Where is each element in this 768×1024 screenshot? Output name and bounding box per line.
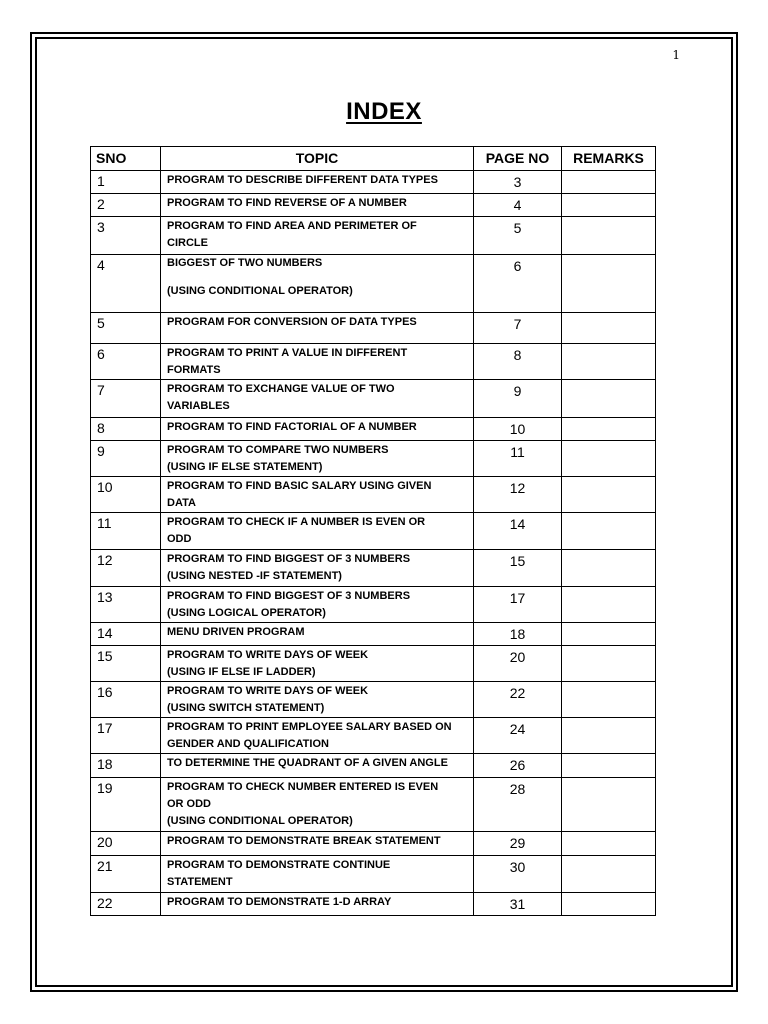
- cell-remarks: [562, 313, 656, 344]
- cell-page-no: 12: [474, 477, 562, 513]
- table-row: [91, 550, 656, 587]
- table-row: [91, 255, 656, 313]
- table-row: [91, 754, 656, 778]
- page-number: 1: [672, 48, 680, 62]
- table-row: [91, 513, 656, 550]
- index-table: [90, 146, 656, 916]
- cell-page-no: 5: [474, 217, 562, 255]
- cell-page-no: 20: [474, 646, 562, 682]
- table-row: [91, 418, 656, 441]
- cell-sno: 18: [91, 754, 161, 778]
- cell-topic: PROGRAM TO PRINT A VALUE IN DIFFERENT FORMATS: [161, 344, 474, 380]
- cell-page-no: 15: [474, 550, 562, 587]
- cell-remarks: [562, 646, 656, 682]
- cell-topic: PROGRAM TO DEMONSTRATE BREAK STATEMENT: [161, 832, 474, 856]
- cell-page-no: 14: [474, 513, 562, 550]
- cell-sno: 20: [91, 832, 161, 856]
- cell-topic: PROGRAM TO COMPARE TWO NUMBERS (USING IF ELSE STATEMENT): [161, 441, 474, 477]
- cell-sno: 21: [91, 856, 161, 893]
- table-header-row: [91, 147, 656, 171]
- cell-sno: 4: [91, 255, 161, 313]
- cell-page-no: 8: [474, 344, 562, 380]
- cell-sno: 3: [91, 217, 161, 255]
- table-row: [91, 441, 656, 477]
- table-row: [91, 587, 656, 623]
- cell-page-no: 31: [474, 893, 562, 916]
- cell-topic: TO DETERMINE THE QUADRANT OF A GIVEN ANGLE: [161, 754, 474, 778]
- table-row: [91, 313, 656, 344]
- cell-remarks: [562, 171, 656, 194]
- cell-page-no: 29: [474, 832, 562, 856]
- header-sno: SNO: [91, 147, 161, 171]
- cell-remarks: [562, 718, 656, 754]
- cell-remarks: [562, 832, 656, 856]
- cell-remarks: [562, 255, 656, 313]
- header-page-no: PAGE NO: [474, 147, 562, 171]
- cell-topic: PROGRAM FOR CONVERSION OF DATA TYPES: [161, 313, 474, 344]
- cell-remarks: [562, 380, 656, 418]
- cell-page-no: 18: [474, 623, 562, 646]
- cell-sno: 16: [91, 682, 161, 718]
- table-row: [91, 718, 656, 754]
- cell-remarks: [562, 754, 656, 778]
- cell-topic: PROGRAM TO PRINT EMPLOYEE SALARY BASED ON GENDER AND QUALIFICATION: [161, 718, 474, 754]
- table-row: [91, 623, 656, 646]
- page-title: INDEX: [346, 98, 422, 125]
- cell-sno: 6: [91, 344, 161, 380]
- cell-remarks: [562, 441, 656, 477]
- cell-sno: 7: [91, 380, 161, 418]
- cell-page-no: 11: [474, 441, 562, 477]
- cell-topic: PROGRAM TO DEMONSTRATE CONTINUE STATEMENT: [161, 856, 474, 893]
- cell-page-no: 3: [474, 171, 562, 194]
- cell-page-no: 9: [474, 380, 562, 418]
- cell-topic: PROGRAM TO FIND FACTORIAL OF A NUMBER: [161, 418, 474, 441]
- cell-sno: 5: [91, 313, 161, 344]
- cell-topic: BIGGEST OF TWO NUMBERS (USING CONDITIONAL OPERATOR): [161, 255, 474, 313]
- table-row: [91, 380, 656, 418]
- cell-remarks: [562, 587, 656, 623]
- cell-remarks: [562, 418, 656, 441]
- cell-page-no: 10: [474, 418, 562, 441]
- cell-sno: 2: [91, 194, 161, 217]
- cell-page-no: 4: [474, 194, 562, 217]
- table-row: [91, 682, 656, 718]
- cell-remarks: [562, 194, 656, 217]
- cell-sno: 15: [91, 646, 161, 682]
- cell-remarks: [562, 682, 656, 718]
- cell-sno: 22: [91, 893, 161, 916]
- table-row: [91, 344, 656, 380]
- cell-sno: 1: [91, 171, 161, 194]
- cell-remarks: [562, 344, 656, 380]
- table-row: [91, 194, 656, 217]
- cell-page-no: 24: [474, 718, 562, 754]
- cell-sno: 17: [91, 718, 161, 754]
- cell-page-no: 6: [474, 255, 562, 313]
- cell-topic: PROGRAM TO FIND BIGGEST OF 3 NUMBERS (USING NESTED -IF STATEMENT): [161, 550, 474, 587]
- table-row: [91, 832, 656, 856]
- cell-remarks: [562, 856, 656, 893]
- cell-remarks: [562, 217, 656, 255]
- cell-topic: PROGRAM TO CHECK NUMBER ENTERED IS EVEN OR ODD (USING CONDITIONAL OPERATOR): [161, 778, 474, 832]
- cell-topic: PROGRAM TO EXCHANGE VALUE OF TWO VARIABLES: [161, 380, 474, 418]
- table-row: [91, 893, 656, 916]
- cell-remarks: [562, 893, 656, 916]
- cell-topic: PROGRAM TO DEMONSTRATE 1-D ARRAY: [161, 893, 474, 916]
- table-row: [91, 646, 656, 682]
- cell-remarks: [562, 778, 656, 832]
- table-row: [91, 477, 656, 513]
- cell-page-no: 30: [474, 856, 562, 893]
- cell-topic: PROGRAM TO FIND BASIC SALARY USING GIVEN DATA: [161, 477, 474, 513]
- cell-page-no: 26: [474, 754, 562, 778]
- cell-topic: PROGRAM TO FIND BIGGEST OF 3 NUMBERS (USING LOGICAL OPERATOR): [161, 587, 474, 623]
- cell-page-no: 22: [474, 682, 562, 718]
- cell-topic: PROGRAM TO WRITE DAYS OF WEEK (USING IF ELSE IF LADDER): [161, 646, 474, 682]
- header-topic: TOPIC: [161, 147, 474, 171]
- cell-sno: 11: [91, 513, 161, 550]
- cell-sno: 13: [91, 587, 161, 623]
- cell-page-no: 28: [474, 778, 562, 832]
- cell-sno: 14: [91, 623, 161, 646]
- cell-sno: 10: [91, 477, 161, 513]
- cell-sno: 12: [91, 550, 161, 587]
- cell-topic: PROGRAM TO FIND REVERSE OF A NUMBER: [161, 194, 474, 217]
- cell-topic: PROGRAM TO CHECK IF A NUMBER IS EVEN OR ODD: [161, 513, 474, 550]
- cell-remarks: [562, 513, 656, 550]
- table-row: [91, 778, 656, 832]
- cell-remarks: [562, 477, 656, 513]
- table-row: [91, 856, 656, 893]
- cell-page-no: 7: [474, 313, 562, 344]
- table-row: [91, 217, 656, 255]
- cell-sno: 8: [91, 418, 161, 441]
- cell-topic: PROGRAM TO FIND AREA AND PERIMETER OF CIRCLE: [161, 217, 474, 255]
- cell-topic: PROGRAM TO DESCRIBE DIFFERENT DATA TYPES: [161, 171, 474, 194]
- cell-sno: 9: [91, 441, 161, 477]
- cell-remarks: [562, 623, 656, 646]
- table-row: [91, 171, 656, 194]
- header-remarks: REMARKS: [562, 147, 656, 171]
- cell-topic: PROGRAM TO WRITE DAYS OF WEEK (USING SWITCH STATEMENT): [161, 682, 474, 718]
- cell-sno: 19: [91, 778, 161, 832]
- cell-remarks: [562, 550, 656, 587]
- cell-topic: MENU DRIVEN PROGRAM: [161, 623, 474, 646]
- cell-page-no: 17: [474, 587, 562, 623]
